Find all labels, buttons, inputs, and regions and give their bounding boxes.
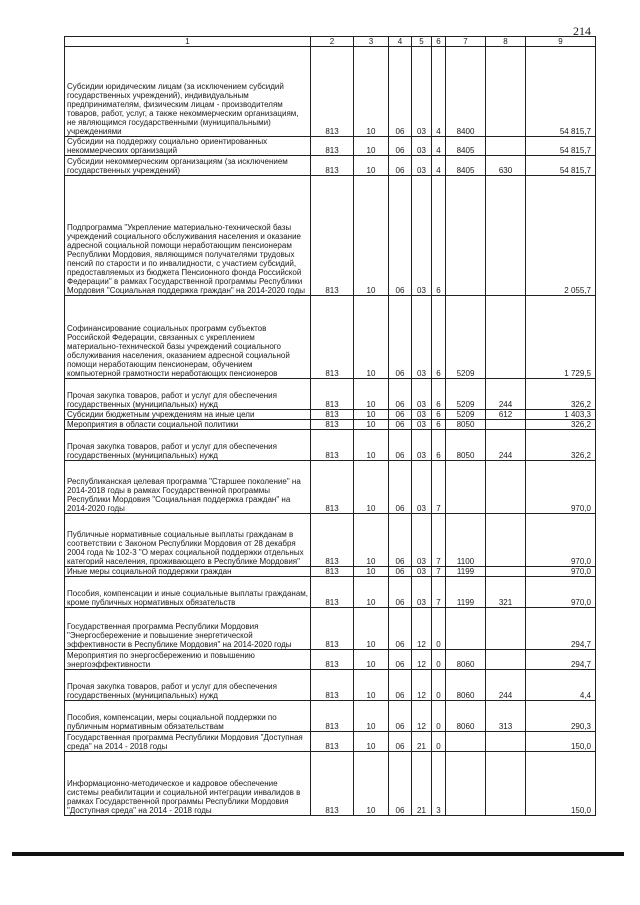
row-description: Государственная программа Республики Мордовия "Доступная среда" на 2014 - 2018 годы (65, 732, 311, 752)
table-header-row (65, 37, 596, 47)
row-program-code: 12 (412, 670, 432, 701)
row-expense-type-code (486, 176, 526, 296)
row-subsection-code: 06 (389, 410, 412, 420)
row-program-code: 03 (412, 137, 432, 156)
row-ministry-code: 813 (311, 379, 354, 410)
row-subprogram-code: 4 (432, 156, 446, 176)
row-ministry-code: 813 (311, 567, 354, 577)
row-description: Софинансирование социальных программ субъектов Российской Федерации, связанных с укреплением материально-технической базы учреждений социального обслуживания населения, оказанием адресной социальной помощи неработающим пенсионерам, обучением компьютерной грамотности неработающих пенсионеров (65, 296, 311, 379)
row-subprogram-code: 0 (432, 650, 446, 670)
row-description: Подпрограмма "Укрепление материально-технической базы учреждений социального обслуживания населения и оказание адресной социальной помощи неработающим пенсионерам Республики Мордовия, являющимся получателями трудовых пенсий по старости и по инвалидности, с участием субсидий, предоставляемых из бюджета Пенсионного фонда Российской Федерации" в рамках Государственной программы Республики Мордовия "Социальная поддержка граждан" на 2014-2020 годы (65, 176, 311, 296)
row-section-code: 10 (354, 567, 389, 577)
row-amount: 294,7 (526, 608, 596, 650)
row-subsection-code: 06 (389, 156, 412, 176)
row-program-code: 03 (412, 379, 432, 410)
row-section-code: 10 (354, 577, 389, 608)
row-amount: 4,4 (526, 670, 596, 701)
row-amount: 290,3 (526, 701, 596, 732)
row-section-code: 10 (354, 430, 389, 461)
row-subprogram-code: 6 (432, 379, 446, 410)
table-body (65, 47, 596, 816)
header-col-6: 6 (432, 37, 446, 47)
table-row (65, 296, 596, 379)
table-row (65, 420, 596, 430)
header-col-4: 4 (389, 37, 412, 47)
row-program-code: 03 (412, 156, 432, 176)
row-program-code: 21 (412, 732, 432, 752)
row-expense-type-code (486, 752, 526, 816)
row-subsection-code: 06 (389, 608, 412, 650)
page-number: 214 (573, 24, 591, 38)
row-ministry-code: 813 (311, 176, 354, 296)
row-expense-type-code: 612 (486, 410, 526, 420)
row-ministry-code: 813 (311, 47, 354, 137)
row-program-code: 03 (412, 420, 432, 430)
row-expense-type-code (486, 567, 526, 577)
row-subsection-code: 06 (389, 577, 412, 608)
row-subprogram-code: 0 (432, 701, 446, 732)
row-ministry-code: 813 (311, 296, 354, 379)
row-subprogram-code: 6 (432, 420, 446, 430)
row-direction-code: 8405 (446, 137, 486, 156)
row-subsection-code: 06 (389, 379, 412, 410)
row-amount: 970,0 (526, 577, 596, 608)
row-subsection-code: 06 (389, 461, 412, 514)
table-row (65, 514, 596, 567)
row-direction-code: 5209 (446, 410, 486, 420)
row-description: Прочая закупка товаров, работ и услуг для обеспечения государственных (муниципальных) нужд (65, 379, 311, 410)
row-amount: 2 055,7 (526, 176, 596, 296)
row-amount: 970,0 (526, 514, 596, 567)
table-row (65, 156, 596, 176)
row-direction-code: 8060 (446, 650, 486, 670)
row-subprogram-code: 6 (432, 430, 446, 461)
row-direction-code (446, 752, 486, 816)
row-section-code: 10 (354, 176, 389, 296)
row-direction-code (446, 461, 486, 514)
table-row (65, 410, 596, 420)
row-expense-type-code (486, 650, 526, 670)
row-ministry-code: 813 (311, 137, 354, 156)
row-program-code: 12 (412, 608, 432, 650)
row-ministry-code: 813 (311, 650, 354, 670)
row-description: Субсидии некоммерческим организациям (за исключением государственных учреждений) (65, 156, 311, 176)
row-subprogram-code: 4 (432, 47, 446, 137)
row-section-code: 10 (354, 296, 389, 379)
row-program-code: 12 (412, 701, 432, 732)
table-row (65, 461, 596, 514)
row-description: Прочая закупка товаров, работ и услуг для обеспечения государственных (муниципальных) нужд (65, 670, 311, 701)
row-description: Публичные нормативные социальные выплаты гражданам в соответствии с Законом Республики Мордовия от 28 декабря 2004 года № 102-3 "О мерах социальной поддержки отдельных категорий населения, проживающего в Республике Мордовия" (65, 514, 311, 567)
row-subprogram-code: 0 (432, 670, 446, 701)
table-row (65, 567, 596, 577)
header-col-1: 1 (65, 37, 311, 47)
budget-table (64, 36, 596, 816)
row-ministry-code: 813 (311, 461, 354, 514)
row-direction-code: 8050 (446, 420, 486, 430)
row-amount: 326,2 (526, 379, 596, 410)
row-direction-code (446, 176, 486, 296)
row-section-code: 10 (354, 608, 389, 650)
row-ministry-code: 813 (311, 156, 354, 176)
row-program-code: 03 (412, 430, 432, 461)
row-direction-code: 8400 (446, 47, 486, 137)
row-subsection-code: 06 (389, 514, 412, 567)
row-section-code: 10 (354, 410, 389, 420)
row-subprogram-code: 0 (432, 608, 446, 650)
row-expense-type-code: 321 (486, 577, 526, 608)
row-amount: 1 403,3 (526, 410, 596, 420)
row-amount: 150,0 (526, 752, 596, 816)
row-section-code: 10 (354, 650, 389, 670)
row-ministry-code: 813 (311, 732, 354, 752)
row-description: Республиканская целевая программа "Старшее поколение" на 2014-2018 годы в рамках Государственной программы Республики Мордовия "Социальная поддержка граждан" на 2014-2020 годы (65, 461, 311, 514)
row-description: Субсидии бюджетным учреждениям на иные цели (65, 410, 311, 420)
row-subsection-code: 06 (389, 670, 412, 701)
header-col-9: 9 (526, 37, 596, 47)
row-section-code: 10 (354, 137, 389, 156)
row-program-code: 03 (412, 567, 432, 577)
row-subsection-code: 06 (389, 176, 412, 296)
row-program-code: 03 (412, 296, 432, 379)
bottom-rule (12, 852, 624, 856)
row-subsection-code: 06 (389, 650, 412, 670)
row-description: Мероприятия в области социальной политики (65, 420, 311, 430)
row-subsection-code: 06 (389, 47, 412, 137)
row-expense-type-code (486, 137, 526, 156)
row-subprogram-code: 7 (432, 514, 446, 567)
header-col-5: 5 (412, 37, 432, 47)
row-subprogram-code: 6 (432, 410, 446, 420)
row-section-code: 10 (354, 752, 389, 816)
row-section-code: 10 (354, 701, 389, 732)
row-ministry-code: 813 (311, 670, 354, 701)
table-row (65, 137, 596, 156)
row-description: Субсидии юридическим лицам (за исключением субсидий государственных учреждений), индивидуальным предпринимателям, физическим лицам - производителям товаров, работ, услуг, а также некоммерческим организациям, не являющимся государственными (муниципальными) учреждениями (65, 47, 311, 137)
table-row (65, 732, 596, 752)
row-amount: 294,7 (526, 650, 596, 670)
row-subprogram-code: 3 (432, 752, 446, 816)
row-direction-code: 5209 (446, 296, 486, 379)
row-program-code: 03 (412, 461, 432, 514)
row-subprogram-code: 7 (432, 577, 446, 608)
row-amount: 54 815,7 (526, 137, 596, 156)
row-subsection-code: 06 (389, 732, 412, 752)
row-description: Информационно-методическое и кадровое обеспечение системы реабилитации и социальной интеграции инвалидов в рамках Государственной программы Республики Мордовия "Доступная среда" на 2014 - 2018 годы (65, 752, 311, 816)
row-ministry-code: 813 (311, 430, 354, 461)
row-amount: 54 815,7 (526, 156, 596, 176)
table-row (65, 701, 596, 732)
row-expense-type-code (486, 514, 526, 567)
row-section-code: 10 (354, 379, 389, 410)
row-direction-code (446, 608, 486, 650)
row-ministry-code: 813 (311, 410, 354, 420)
row-description: Пособия, компенсации и иные социальные выплаты гражданам, кроме публичных нормативных обязательств (65, 577, 311, 608)
row-expense-type-code (486, 420, 526, 430)
row-subsection-code: 06 (389, 567, 412, 577)
row-ministry-code: 813 (311, 752, 354, 816)
row-subprogram-code: 0 (432, 732, 446, 752)
row-ministry-code: 813 (311, 701, 354, 732)
header-col-3: 3 (354, 37, 389, 47)
header-col-8: 8 (486, 37, 526, 47)
row-section-code: 10 (354, 514, 389, 567)
row-subsection-code: 06 (389, 420, 412, 430)
row-amount: 150,0 (526, 732, 596, 752)
row-direction-code: 1199 (446, 567, 486, 577)
row-subsection-code: 06 (389, 137, 412, 156)
table-row (65, 752, 596, 816)
row-expense-type-code: 244 (486, 379, 526, 410)
row-direction-code: 8405 (446, 156, 486, 176)
row-amount: 1 729,5 (526, 296, 596, 379)
row-amount: 326,2 (526, 420, 596, 430)
row-expense-type-code (486, 732, 526, 752)
row-description: Государственная программа Республики Мордовия "Энергосбережение и повышение энергетической эффективности в Республике Мордовия" на 2014-2020 годы (65, 608, 311, 650)
row-direction-code: 1100 (446, 514, 486, 567)
row-description: Субсидии на поддержку социально ориентированных некоммерческих организаций (65, 137, 311, 156)
row-subsection-code: 06 (389, 701, 412, 732)
row-direction-code (446, 732, 486, 752)
row-description: Прочая закупка товаров, работ и услуг для обеспечения государственных (муниципальных) нужд (65, 430, 311, 461)
table-row (65, 650, 596, 670)
row-direction-code: 1199 (446, 577, 486, 608)
row-program-code: 03 (412, 47, 432, 137)
row-subsection-code: 06 (389, 752, 412, 816)
row-expense-type-code: 313 (486, 701, 526, 732)
row-subprogram-code: 4 (432, 137, 446, 156)
row-program-code: 12 (412, 650, 432, 670)
row-subprogram-code: 7 (432, 461, 446, 514)
row-section-code: 10 (354, 461, 389, 514)
row-amount: 970,0 (526, 567, 596, 577)
row-subprogram-code: 6 (432, 296, 446, 379)
row-ministry-code: 813 (311, 608, 354, 650)
row-amount: 54 815,7 (526, 47, 596, 137)
row-expense-type-code (486, 296, 526, 379)
row-description: Иные меры социальной поддержки граждан (65, 567, 311, 577)
row-program-code: 03 (412, 410, 432, 420)
row-ministry-code: 813 (311, 514, 354, 567)
row-program-code: 03 (412, 514, 432, 567)
row-subprogram-code: 7 (432, 567, 446, 577)
row-expense-type-code: 630 (486, 156, 526, 176)
row-amount: 970,0 (526, 461, 596, 514)
row-section-code: 10 (354, 47, 389, 137)
row-section-code: 10 (354, 156, 389, 176)
row-section-code: 10 (354, 732, 389, 752)
table-row (65, 577, 596, 608)
row-subsection-code: 06 (389, 296, 412, 379)
row-direction-code: 8060 (446, 701, 486, 732)
row-description: Мероприятия по энергосбережению и повышению энергоэффективности (65, 650, 311, 670)
table-row (65, 176, 596, 296)
row-subsection-code: 06 (389, 430, 412, 461)
table-row (65, 47, 596, 137)
table-row (65, 670, 596, 701)
row-direction-code: 5209 (446, 379, 486, 410)
row-program-code: 21 (412, 752, 432, 816)
row-ministry-code: 813 (311, 420, 354, 430)
row-ministry-code: 813 (311, 577, 354, 608)
table-row (65, 608, 596, 650)
row-subprogram-code: 6 (432, 176, 446, 296)
row-description: Пособия, компенсации, меры социальной поддержки по публичным нормативным обязательствам (65, 701, 311, 732)
row-expense-type-code: 244 (486, 670, 526, 701)
row-direction-code: 8060 (446, 670, 486, 701)
header-col-7: 7 (446, 37, 486, 47)
row-expense-type-code (486, 461, 526, 514)
table-row (65, 379, 596, 410)
row-program-code: 03 (412, 176, 432, 296)
row-expense-type-code: 244 (486, 430, 526, 461)
row-section-code: 10 (354, 670, 389, 701)
table-row (65, 430, 596, 461)
row-amount: 326,2 (526, 430, 596, 461)
row-expense-type-code (486, 47, 526, 137)
row-program-code: 03 (412, 577, 432, 608)
row-expense-type-code (486, 608, 526, 650)
row-section-code: 10 (354, 420, 389, 430)
header-col-2: 2 (311, 37, 354, 47)
row-direction-code: 8050 (446, 430, 486, 461)
